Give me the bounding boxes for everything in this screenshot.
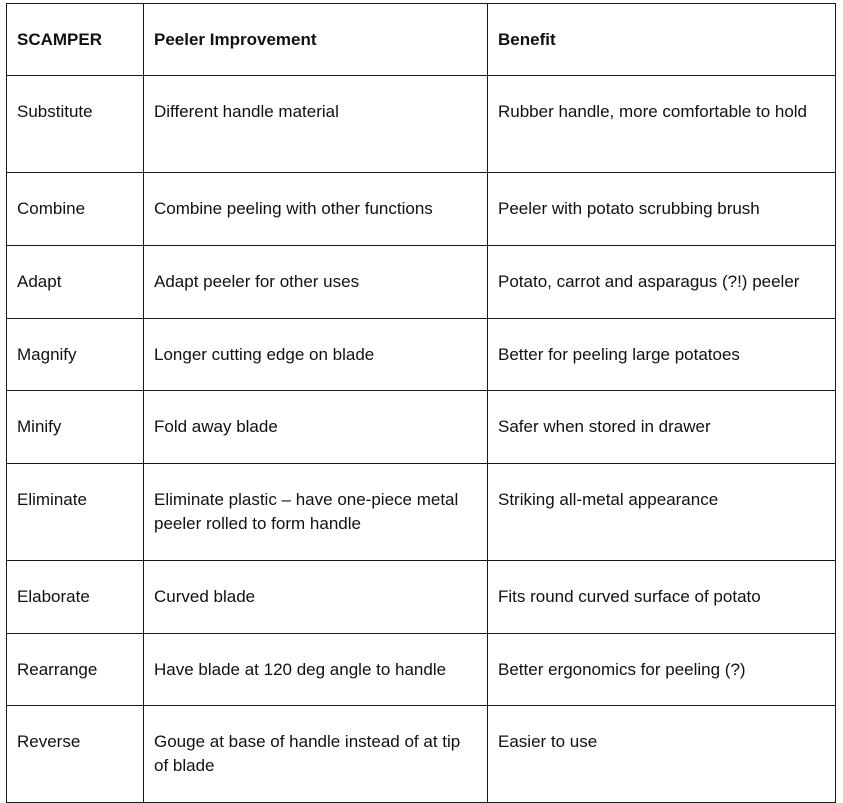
table-row <box>7 634 836 706</box>
cell-benefit: Better for peeling large potatoes <box>488 319 836 391</box>
cell-scamper: Eliminate <box>7 464 144 561</box>
cell-benefit: Safer when stored in drawer <box>488 391 836 464</box>
cell-benefit: Peeler with potato scrubbing brush <box>488 173 836 246</box>
cell-scamper: Substitute <box>7 76 144 173</box>
table-row <box>7 319 836 391</box>
header-benefit: Benefit <box>488 4 836 76</box>
cell-scamper: Magnify <box>7 319 144 391</box>
header-scamper: SCAMPER <box>7 4 144 76</box>
cell-improvement: Curved blade <box>144 561 488 634</box>
table-row <box>7 173 836 246</box>
header-peeler-improvement: Peeler Improvement <box>144 4 488 76</box>
table-row <box>7 76 836 173</box>
cell-improvement: Fold away blade <box>144 391 488 464</box>
cell-benefit: Rubber handle, more comfortable to hold <box>488 76 836 173</box>
table-header-row <box>7 4 836 76</box>
cell-improvement: Have blade at 120 deg angle to handle <box>144 634 488 706</box>
table-row <box>7 391 836 464</box>
cell-scamper: Adapt <box>7 246 144 319</box>
cell-benefit: Potato, carrot and asparagus (?!) peeler <box>488 246 836 319</box>
cell-improvement: Different handle material <box>144 76 488 173</box>
cell-improvement: Combine peeling with other functions <box>144 173 488 246</box>
table-row <box>7 464 836 561</box>
cell-scamper: Elaborate <box>7 561 144 634</box>
cell-scamper: Rearrange <box>7 634 144 706</box>
cell-scamper: Reverse <box>7 706 144 803</box>
cell-benefit: Better ergonomics for peeling (?) <box>488 634 836 706</box>
cell-scamper: Minify <box>7 391 144 464</box>
cell-benefit: Striking all-metal appearance <box>488 464 836 561</box>
cell-benefit: Fits round curved surface of potato <box>488 561 836 634</box>
cell-improvement: Gouge at base of handle instead of at tip of blade <box>144 706 488 803</box>
table-row <box>7 246 836 319</box>
cell-benefit: Easier to use <box>488 706 836 803</box>
table-row <box>7 706 836 803</box>
scamper-table <box>6 3 836 803</box>
cell-improvement: Eliminate plastic – have one-piece metal peeler rolled to form handle <box>144 464 488 561</box>
cell-improvement: Longer cutting edge on blade <box>144 319 488 391</box>
table-row <box>7 561 836 634</box>
cell-improvement: Adapt peeler for other uses <box>144 246 488 319</box>
cell-scamper: Combine <box>7 173 144 246</box>
